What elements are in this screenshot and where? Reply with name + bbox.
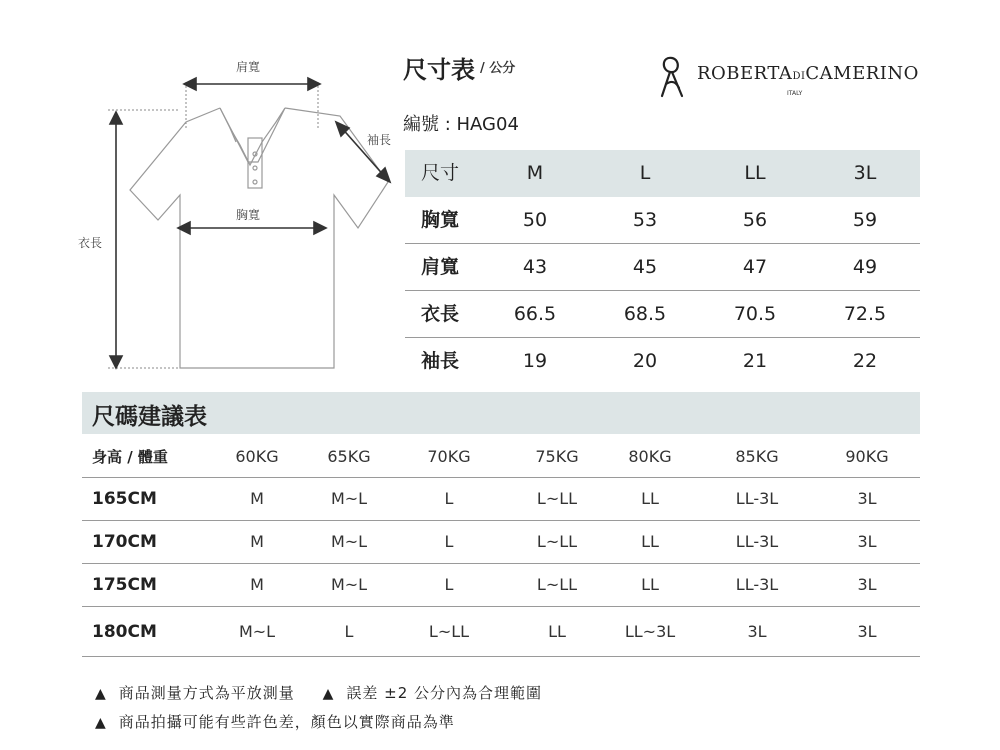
header-cell: 身高 / 體重: [92, 448, 168, 466]
table-cell: LL: [641, 532, 659, 551]
table-cell: 3L: [857, 532, 877, 551]
table-cell: L~LL: [428, 622, 470, 641]
table-row: [82, 564, 920, 607]
table-cell: 66.5: [513, 303, 557, 325]
brand-name: [697, 63, 919, 84]
brand-logo: [652, 50, 932, 105]
triangle-bullet-icon: ▲: [95, 715, 107, 731]
header-cell: 60KG: [235, 447, 279, 466]
row-label: 165CM: [92, 489, 157, 509]
row-label: 衣長: [421, 303, 460, 325]
table-cell: 21: [742, 350, 768, 372]
header-cell: LL: [744, 162, 766, 184]
row-label: 肩寬: [421, 256, 460, 278]
table-cell: 3L: [747, 622, 767, 641]
header-cell: 85KG: [735, 447, 779, 466]
table-cell: M~L: [238, 622, 276, 641]
header-cell: 70KG: [427, 447, 471, 466]
table-cell: 68.5: [623, 303, 667, 325]
header-cell: L: [639, 162, 651, 184]
table-cell: M: [250, 532, 264, 551]
table-cell: LL-3L: [735, 489, 779, 508]
table-cell: LL~3L: [624, 622, 676, 641]
table-cell: LL: [548, 622, 566, 641]
table-row: [82, 607, 920, 657]
table-cell: 53: [632, 209, 658, 231]
recommendation-header: [82, 436, 920, 478]
row-label: 170CM: [92, 532, 157, 552]
header-cell: 65KG: [327, 447, 371, 466]
triangle-bullet-icon: ▲: [95, 686, 107, 702]
table-cell: M: [250, 575, 264, 594]
brand-name-first: ROBERTA: [697, 63, 793, 84]
style-number: 編號 : HAG04: [403, 114, 519, 135]
table-cell: M: [250, 489, 264, 508]
table-cell: L: [344, 622, 354, 641]
brand-name-last: CAMERINO: [805, 63, 919, 84]
size-table-header: [405, 150, 920, 197]
shoulder-width-label: 肩寬: [236, 60, 261, 74]
note-color-difference: 商品拍攝可能有些許色差，顏色以實際商品為準: [118, 713, 455, 731]
size-chart-title: 尺寸表: [403, 56, 475, 84]
size-recommendation-table: [82, 436, 920, 657]
triangle-bullet-icon: ▲: [322, 686, 335, 702]
table-cell: 20: [632, 350, 658, 372]
header-cell: 75KG: [535, 447, 579, 466]
brand-name-di: DI: [792, 71, 806, 82]
table-cell: L: [444, 489, 454, 508]
table-cell: 45: [632, 256, 658, 278]
table-cell: LL: [641, 575, 659, 594]
table-row: [405, 197, 920, 244]
note-line-2: [95, 711, 455, 732]
table-row: [405, 244, 920, 291]
unit-label: / 公分: [480, 61, 516, 76]
table-cell: LL: [641, 489, 659, 508]
table-cell: L: [444, 575, 454, 594]
table-cell: M~L: [330, 575, 368, 594]
table-cell: LL-3L: [735, 575, 779, 594]
table-cell: L~LL: [536, 489, 578, 508]
brand-country: ITALY: [787, 90, 803, 97]
table-cell: L~LL: [536, 532, 578, 551]
table-row: [82, 521, 920, 564]
chest-width-label: 胸寬: [236, 208, 261, 222]
note-measure-method: 商品測量方式為平放測量: [118, 684, 295, 702]
table-row: [405, 291, 920, 338]
table-cell: 3L: [857, 622, 877, 641]
table-cell: 70.5: [733, 303, 777, 325]
table-cell: L: [444, 532, 454, 551]
size-table: [405, 150, 920, 385]
table-cell: M~L: [330, 489, 368, 508]
table-cell: 56: [742, 209, 768, 231]
note-tolerance: 誤差 ±2 公分內為合理範圍: [346, 684, 543, 702]
table-cell: 3L: [857, 489, 877, 508]
body-length-label: 衣長: [78, 236, 103, 250]
header-cell: 3L: [853, 162, 877, 184]
table-cell: 49: [852, 256, 878, 278]
header-cell: 尺寸: [421, 162, 460, 184]
header-cell: 80KG: [628, 447, 672, 466]
table-cell: 43: [522, 256, 548, 278]
table-cell: 22: [852, 350, 878, 372]
note-line-1: [95, 682, 542, 703]
table-cell: 50: [522, 209, 548, 231]
table-cell: 72.5: [843, 303, 887, 325]
recommendation-title: 尺碼建議表: [92, 404, 207, 430]
row-label: 胸寬: [421, 209, 460, 231]
table-row: [82, 478, 920, 521]
table-cell: L~LL: [536, 575, 578, 594]
table-cell: M~L: [330, 532, 368, 551]
table-row: [405, 338, 920, 385]
table-cell: 47: [742, 256, 768, 278]
table-cell: 59: [852, 209, 878, 231]
row-label: 袖長: [421, 350, 460, 372]
recommendation-title-bar: [82, 392, 920, 434]
row-label: 180CM: [92, 622, 157, 642]
table-cell: 19: [522, 350, 548, 372]
sleeve-length-label: 袖長: [367, 133, 392, 147]
table-cell: 3L: [857, 575, 877, 594]
brand-emblem-icon: [652, 50, 692, 100]
shirt-measurement-diagram: [70, 50, 410, 390]
row-label: 175CM: [92, 575, 157, 595]
header-cell: 90KG: [845, 447, 889, 466]
table-cell: LL-3L: [735, 532, 779, 551]
header-cell: M: [526, 162, 544, 184]
